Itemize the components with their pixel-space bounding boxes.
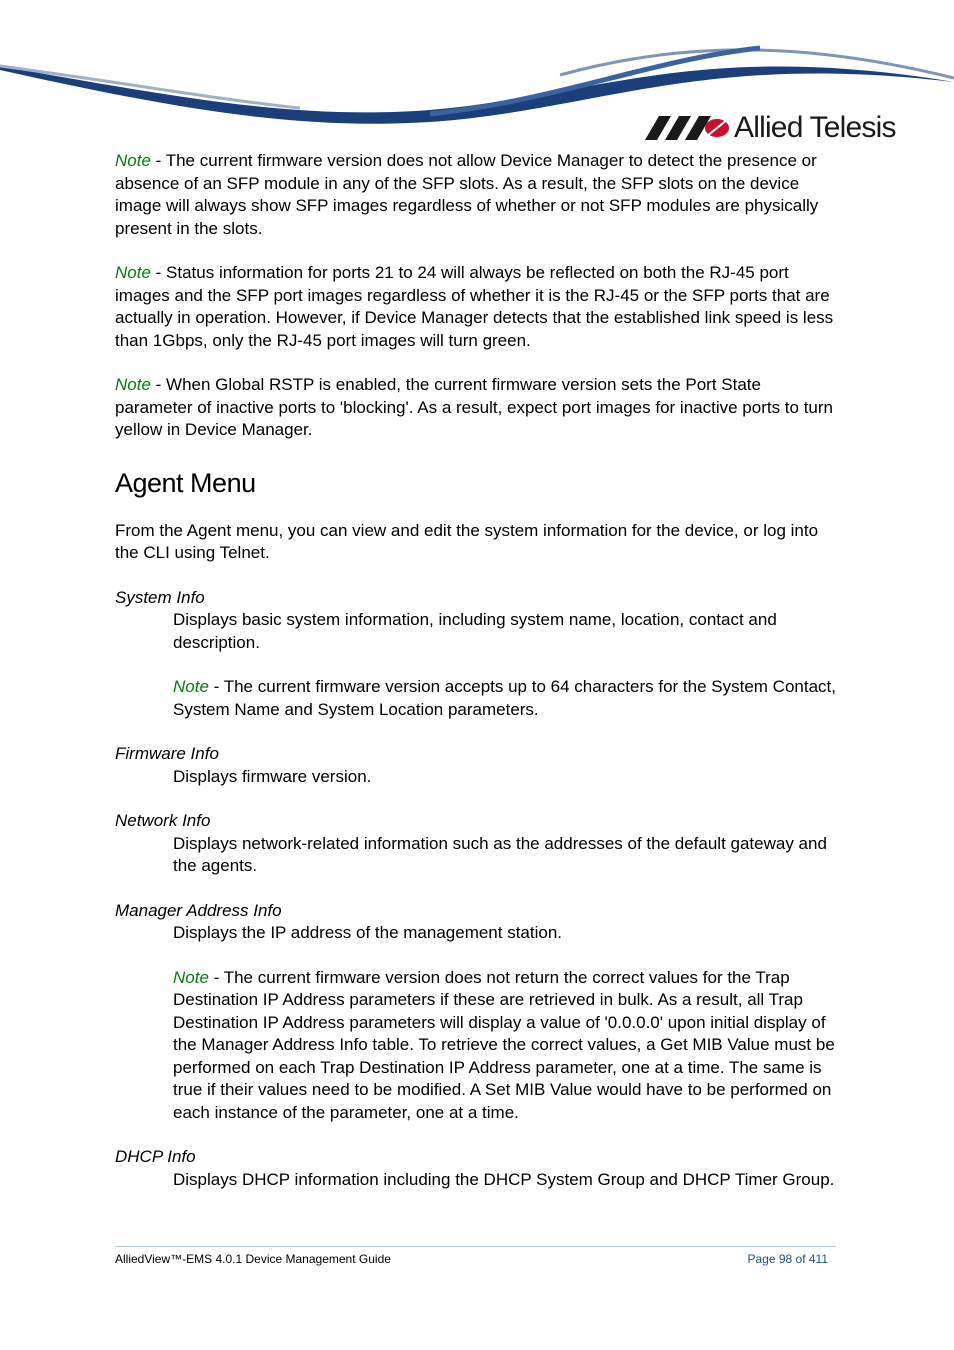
definition-item-dhcp-info — [115, 1146, 840, 1191]
logo-text: Allied Telesis — [734, 111, 896, 144]
definition-body — [173, 766, 840, 789]
definition-item-firmware-info — [115, 743, 840, 788]
definition-term: Manager Address Info — [115, 900, 282, 920]
definition-description: Displays the IP address of the management station. — [173, 923, 563, 942]
note-paragraph — [115, 262, 840, 352]
definition-description: Displays network-related information such as the addresses of the default gateway and the agents. — [173, 833, 827, 875]
definition-term: System Info — [115, 587, 205, 607]
allied-telesis-logo — [645, 110, 896, 146]
definition-body — [173, 833, 840, 878]
definition-term: Network Info — [115, 811, 211, 830]
note-text: - The current firmware version does not allow Device Manager to detect the presence or absence of an SFP module in any of the SFP slots. As a result, the SFP slots on the device image will always show SFP images regardless of whether or not SFP modules are physically present in the slots. — [115, 151, 819, 238]
allied-telesis-logo-mark — [645, 116, 731, 140]
definition-note — [173, 967, 840, 1125]
definition-item-manager-address-info — [115, 900, 840, 1125]
definition-description: Displays DHCP information including the DHCP System Group and DHCP Timer Group. — [173, 1169, 835, 1189]
note-label: Note — [115, 151, 151, 170]
footer-page-number: Page 98 of 411 — [747, 1252, 828, 1266]
section-intro: From the Agent menu, you can view and edit the system information for the device, or log into the CLI using Telnet. — [115, 520, 819, 562]
definition-body — [173, 609, 840, 721]
definition-term: Firmware Info — [115, 744, 219, 763]
note-text: - The current firmware version accepts up to 64 characters for the System Contact, System Name and System Location parameters. — [173, 677, 836, 719]
note-text: - When Global RSTP is enabled, the current firmware version sets the Port State parameter of inactive ports to 'blocking'. As a result, expect port images for inactive ports to turn yellow in Device Manager. — [115, 375, 834, 439]
definition-body — [173, 922, 840, 1124]
definition-item-system-info — [115, 587, 840, 722]
note-text: - The current firmware version does not return the correct values for the Trap Destination IP Address parameters if these are retrieved in bulk. As a result, all Trap Destination IP Address parameters will display a value of '0.0.0.0' upon initial display of the Manager Address Info table. To retrieve the correct values, a Get MIB Value must be performed on each Trap Destination IP Address parameter, one at a time. The same is true if their values need to be modified. A Set MIB Value would have to be performed on each instance of the parameter, one at a time. — [173, 967, 835, 1122]
footer-divider — [115, 1246, 836, 1247]
definition-note — [173, 676, 840, 721]
footer-document-title: AlliedView™-EMS 4.0.1 Device Management Guide — [115, 1252, 391, 1266]
note-text: - Status information for ports 21 to 24 will always be reflected on both the RJ-45 port images and the SFP port images regardless of whether it is the RJ-45 or the SFP ports that are actually in operation. However, if Device Manager detects that the established link speed is less than 1Gbps, only the RJ-45 port images will turn green. — [115, 263, 834, 350]
note-label: Note — [115, 375, 151, 394]
note-label: Note — [173, 677, 209, 696]
note-paragraph — [115, 150, 840, 240]
note-label: Note — [173, 967, 209, 987]
section-heading: Agent Menu — [115, 467, 256, 498]
definition-body — [173, 1169, 840, 1192]
definition-term: DHCP Info — [115, 1147, 196, 1166]
note-label: Note — [115, 263, 151, 282]
definition-description: Displays firmware version. — [173, 766, 372, 786]
page-content — [115, 150, 840, 1213]
definition-item-network-info — [115, 810, 840, 878]
note-paragraph — [115, 374, 840, 442]
definition-description: Displays basic system information, including system name, location, contact and description. — [173, 610, 777, 652]
